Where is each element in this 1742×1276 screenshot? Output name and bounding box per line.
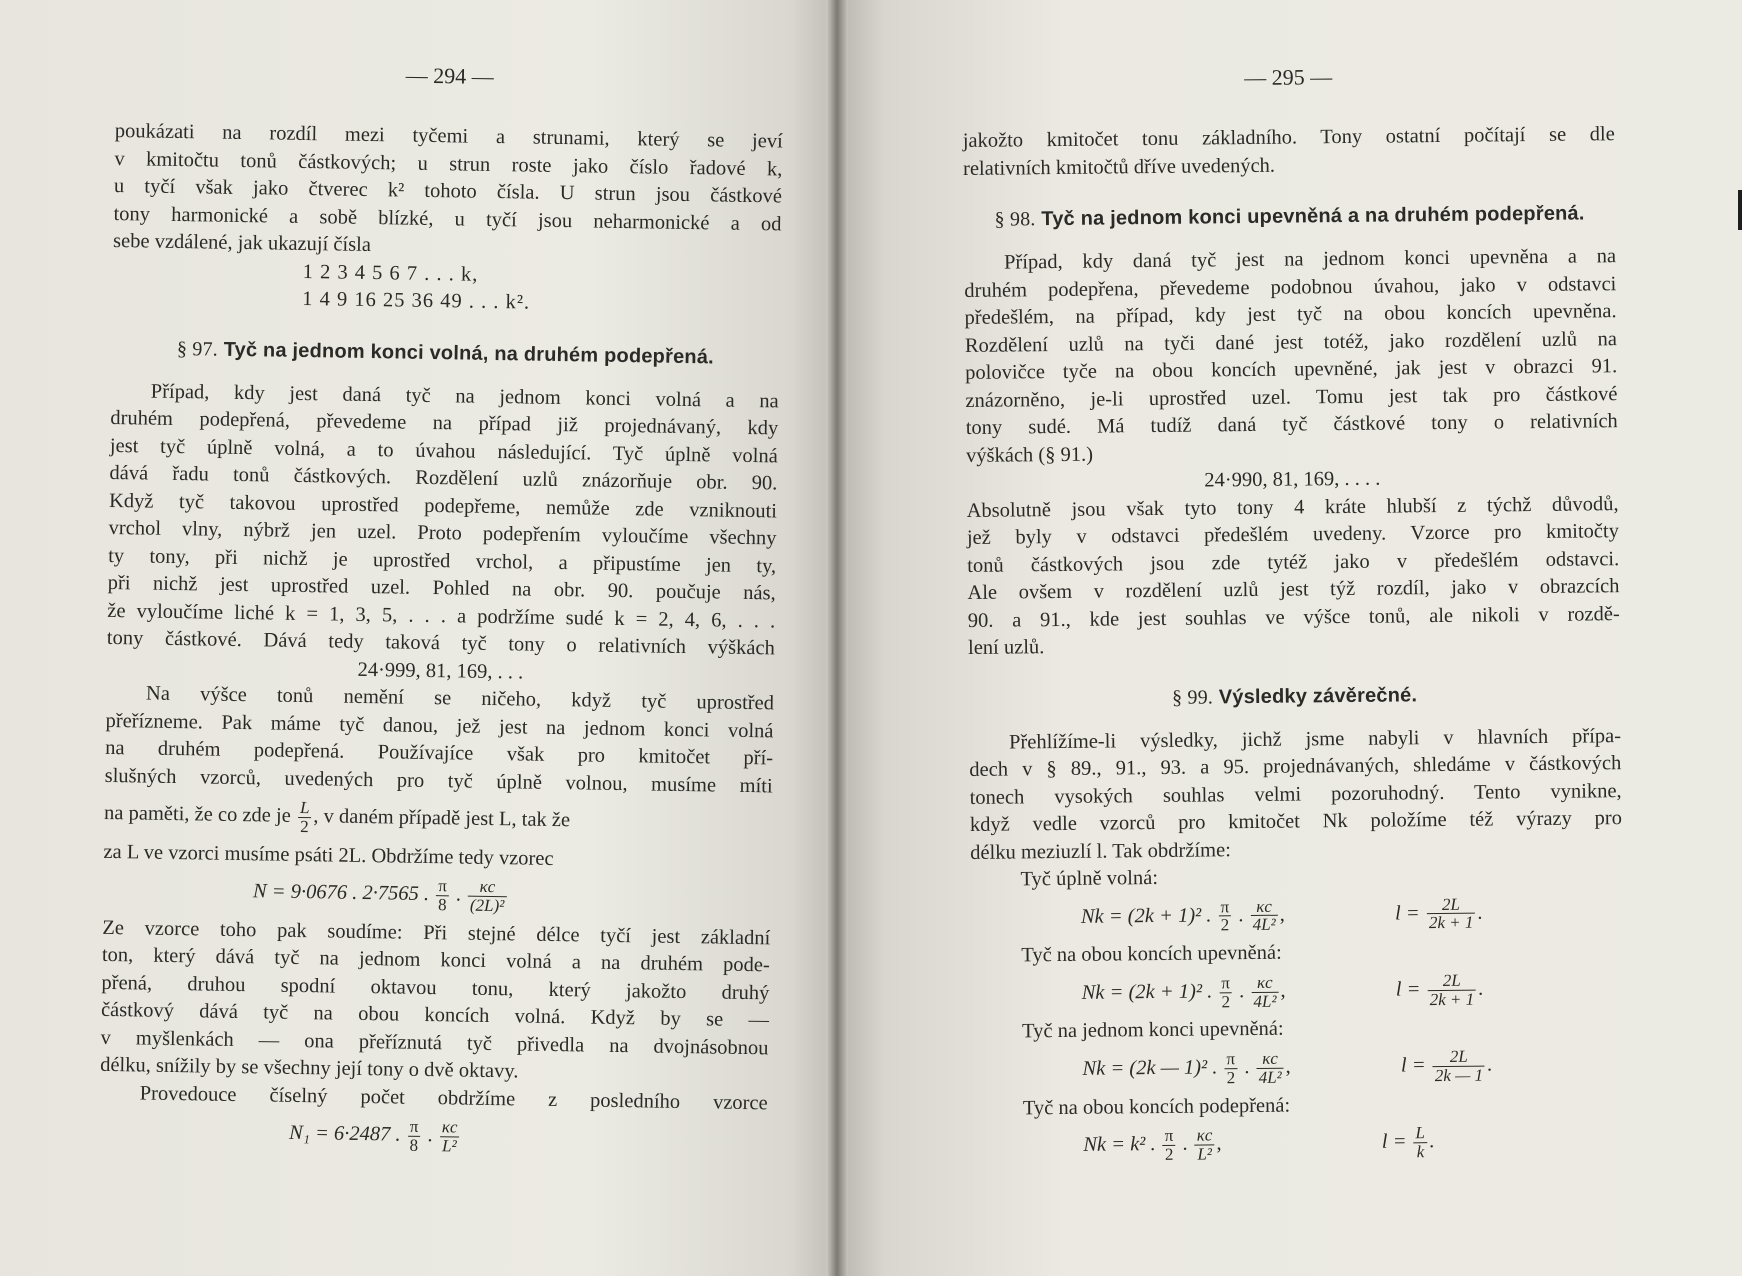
case-label: Tyč úplně volná: — [1020, 866, 1159, 891]
formula-case-3: Nk = (2k — 1)² . $\frac{\pi}{2}$ . $\frac{\kappa c}{\text{4L²}}$ , l = $\frac{2L}{2k — 1}$ . — [1082, 1046, 1493, 1088]
numerator: π — [436, 877, 449, 896]
right-text-column — [962, 61, 1626, 1172]
section-heading-99 — [968, 682, 1620, 712]
text-line: u tyčí však jako čtverec k² tohoto čísla. U strun jsou částkové — [113, 174, 783, 208]
text-line: Provedouce číselný počet obdržíme z posledního vzorce — [139, 1082, 768, 1115]
section-title: Tyč na jednom konci upevněná a na druhém podepřená. — [1041, 202, 1585, 231]
text-line: Případ, kdy jest daná tyč na jednom konci volná a na — [150, 380, 779, 412]
numerator: π — [408, 1118, 421, 1137]
text-line: 90. a 91., kde jest souhlas ve výšce tonů, ale nikoli v rozdě- — [967, 602, 1620, 632]
fraction — [1219, 974, 1232, 1011]
numerator: 2L — [1427, 971, 1476, 990]
text-line: výškách (§ 91.) — [965, 443, 1094, 467]
numerator: 2L — [1427, 895, 1476, 914]
formula-l: l = — [1381, 1130, 1407, 1153]
right-page — [840, 0, 1742, 1276]
text-line: Ale ovšem v rozdělení uzlů jest týž rozdíl, jako v obrazcích — [967, 575, 1620, 604]
fraction — [1427, 971, 1476, 1008]
text-line: jež byly v odstavci předešlém uvedeny. Vzorce pro kmitočty — [966, 520, 1620, 549]
text-line: tony sudé. Má tudíž daná tyč částkové tony o relativních — [965, 410, 1618, 439]
denominator: 4L² — [1258, 1067, 1282, 1087]
page-edge-mark — [1738, 190, 1742, 230]
text-line: jest tyč úplně volná, a to úvahou následující. Tyč úplně volná — [109, 434, 779, 467]
text-line: dech v § 89., 91., 93. a 95. projednávaných, shledáme v částkových — [969, 752, 1622, 781]
text-fragment: na paměti, že co zde je — [103, 801, 291, 827]
number-row: 1 4 9 16 25 36 49 . . . k². — [302, 287, 531, 314]
fraction — [468, 878, 507, 915]
fraction — [1251, 973, 1278, 1010]
fraction — [1163, 1127, 1176, 1164]
numerator: κc — [468, 878, 507, 897]
denominator: (2L)² — [469, 895, 505, 916]
formula-case-2: Nk = (2k + 1)² . $\frac{\pi}{2}$ . $\frac{\kappa c}{\text{4L²}}$ , l = $\frac{2L}{2k + 1}$ . — [1081, 970, 1484, 1011]
formula-n1: N₁ = 6·2487 . $\frac{\pi}{8}$ . $\frac{\kappa c}{\text{L²}}$ — [288, 1117, 458, 1156]
numerator: κc — [440, 1119, 460, 1138]
values-line: 24·990, 81, 169, . . . . — [1204, 467, 1381, 492]
left-text-column — [99, 58, 784, 1166]
section-title: Výsledky závěrečné. — [1218, 683, 1418, 708]
text-line: když vedle vzorců pro kmitočet Nk položíme též výrazy pro — [969, 807, 1623, 836]
fraction — [1256, 1050, 1283, 1087]
text-line: částkový dává tyč na obou koncích volná. Když by se — — [100, 999, 770, 1032]
numerator: π — [1163, 1127, 1176, 1146]
text-line: Případ, kdy daná tyč jest na jednom konci upevněna a na — [1003, 245, 1617, 274]
text-line: předešlém, na případ, kdy jest tyč na obou koncích upevněna. — [964, 300, 1617, 329]
fraction — [1224, 1050, 1237, 1087]
text-line: druhém podepřená, převedeme na případ již projednávaný, kdy — [110, 406, 779, 440]
fraction — [1413, 1124, 1427, 1161]
text-line: polovičce tyče na obou koncích upevněné, jak jest v obrazci 91. — [965, 355, 1618, 384]
text-line: vrchol vlny, nýbrž jen uzel. Proto podepřením vyloučíme všechny — [108, 516, 777, 550]
text-line: tonů částkových jsou zde tytéž jako v předešlém odstavci. — [967, 547, 1620, 577]
left-page — [0, 0, 840, 1276]
section-number: § 97. — [176, 337, 219, 361]
numerator: L — [298, 799, 312, 818]
values-line: 24·999, 81, 169, . . . — [357, 658, 524, 683]
numerator: L — [1413, 1124, 1427, 1143]
formula-l: l = — [1400, 1054, 1426, 1077]
section-heading-97 — [111, 336, 779, 369]
text-line: tony částkové. Dává tedy taková tyč tony o relativních výškách — [106, 626, 775, 660]
formula-lhs: Nk = k² . — [1083, 1133, 1156, 1156]
text-line: dává řadu tonů částkových. Rozdělení uzlů znázorňuje obr. 90. — [109, 461, 778, 495]
numerator: π — [1218, 898, 1231, 917]
book-gutter — [826, 0, 848, 1276]
denominator: 2 — [1226, 1067, 1236, 1088]
formula-case-4: Nk = k² . $\frac{\pi}{2}$ . $\frac{\kappa c}{\text{L²}}$ , l = $\frac{L}{k}$ . — [1083, 1123, 1435, 1164]
text-line: Když tyč takovou uprostřed podepřeme, nemůže zde vzniknouti — [108, 489, 778, 522]
text-line: Přehlížíme-li výsledky, jichž jsme nabyli v hlavních přípa- — [1008, 724, 1622, 754]
page-number-right: — 295 — — [1243, 64, 1333, 91]
text-line: druhém podepřena, převedeme podobnou úvahou, jako v odstavci — [964, 272, 1617, 302]
text-line: přeřízneme. Pak máme tyč danou, jež jest na jednom konci volná — [105, 709, 774, 742]
denominator: L² — [441, 1136, 457, 1156]
fraction — [298, 799, 312, 836]
text-fragment: , v daném případě jest L, tak že — [313, 805, 571, 832]
denominator: 8 — [437, 895, 447, 915]
text-line: ton, který dává tyč na jednom konci volná a na druhém pode- — [101, 944, 770, 977]
text-line: znázorněno, je-li uprostřed uzel. Tomu jest tak pro částkové — [965, 382, 1618, 412]
section-number: § 99. — [1171, 685, 1214, 709]
text-line: při nichž jest uprostřed uzel. Pohled na obr. 90. poučuje nás, — [107, 571, 776, 605]
formula-l: l = — [1395, 977, 1421, 1001]
numerator: κc — [1256, 1050, 1283, 1069]
section-heading-98 — [963, 202, 1615, 232]
text-line: Rozdělení uzlů na tyči dané jest totéž, jako rozdělení uzlů na — [964, 327, 1617, 357]
text-line: relativních kmitočtů dříve uvedených. — [962, 154, 1276, 180]
case-label: Tyč na jednom konci upevněná: — [1021, 1018, 1284, 1043]
fraction — [1250, 897, 1277, 934]
formula-case-1: Nk = (2k + 1)² . $\frac{\pi}{2}$ . $\frac{\kappa c}{\text{4L²}}$ , l = $\frac{2L}{2k + 1}$ . — [1080, 894, 1483, 935]
numerator: κc — [1250, 897, 1277, 916]
text-line: že vyloučíme liché k = 1, 3, 5, . . . a podržíme sudé k = 2, 4, 6, . . . — [107, 599, 776, 632]
formula-lhs: N = 9·0676 . 2·7565 . — [252, 880, 430, 906]
numerator: κc — [1251, 973, 1278, 992]
fraction — [1427, 895, 1476, 932]
text-line: ty tony, při nichž je uprostřed vrchol, a připustíme jen ty, — [108, 544, 777, 577]
case-label: Tyč na obou koncích upevněná: — [1021, 941, 1282, 967]
text-line: Na výšce tonů nemění se ničeho, když tyč uprostřed — [145, 682, 775, 715]
inline-fraction-line — [104, 796, 772, 843]
text-line: sebe vzdálené, jak ukazují čísla — [112, 229, 372, 257]
denominator: 2 — [300, 816, 309, 836]
text-line: Absolutně jsou však tyto tony 4 kráte hlubší z týchž důvodů, — [966, 492, 1619, 522]
text-line: Ze vzorce toho pak soudíme: Při stejné délce tyčí jest základní — [102, 916, 771, 950]
fraction — [436, 877, 449, 914]
number-row: 1 2 3 4 5 6 7 . . . k, — [302, 260, 479, 286]
numerator: π — [1219, 974, 1232, 993]
text-line: poukázati na rozdíl mezi tyčemi a strunami, který se jeví — [114, 119, 783, 153]
fraction — [439, 1119, 459, 1156]
denominator: 2 — [1220, 915, 1230, 935]
formula-lhs: Nk = (2k + 1)² . — [1080, 903, 1212, 928]
numerator: κc — [1195, 1126, 1215, 1145]
denominator: L² — [1197, 1144, 1213, 1164]
denominator: 4L² — [1253, 991, 1277, 1011]
denominator: 8 — [409, 1135, 419, 1156]
numerator: π — [1224, 1050, 1237, 1069]
denominator: 2 — [1221, 991, 1231, 1011]
denominator: 2k + 1 — [1428, 913, 1474, 933]
fraction — [1195, 1126, 1215, 1163]
text-line: jakožto kmitočet tonu základního. Tony ostatní počítají se dle — [962, 123, 1615, 152]
text-line: lení uzlů. — [967, 636, 1045, 659]
fraction — [407, 1118, 420, 1155]
text-line: tony harmonické a sobě blízké, u tyčí jsou neharmonické a od — [113, 202, 782, 235]
denominator: 2k — 1 — [1434, 1065, 1484, 1085]
text-line: za L ve vzorci musíme psáti 2L. Obdržíme tedy vzorec — [103, 840, 554, 870]
formula-lhs: N₁ = 6·2487 . — [288, 1122, 401, 1147]
page-number-left: — 294 — — [405, 62, 494, 89]
text-line: v kmitočtu tonů částkových; u strun roste jako číslo řadové k, — [114, 147, 783, 180]
formula-lhs: Nk = (2k — 1)² . — [1082, 1056, 1218, 1080]
text-line: tonech vysokých souhlas velmi pozoruhodný. Tento vynikne, — [969, 779, 1622, 809]
numerator: 2L — [1433, 1047, 1485, 1066]
section-number: § 98. — [994, 208, 1036, 231]
text-line: délku, snížily by se všechny její tony o dvě oktavy. — [100, 1054, 519, 1083]
text-line: v myšlenkách — ona přeříznutá tyč přivedla na dvojnásobnou — [100, 1026, 769, 1060]
denominator: 4L² — [1252, 915, 1276, 935]
text-line: přená, druhou spodní oktavou tonu, který jakožto druhý — [101, 971, 770, 1005]
denominator: k — [1416, 1142, 1425, 1162]
formula-n: N = 9·0676 . 2·7565 . $\frac{\pi}{8}$ . $\frac{\kappa c}{\text{(2L)²}}$ — [103, 872, 771, 919]
text-line: délku meziuzlí l. Tak obdržíme: — [970, 838, 1231, 864]
text-line: na druhém podepřená. Používajíce však pro kmitočet pří- — [104, 736, 774, 770]
case-label: Tyč na obou koncích podepřená: — [1022, 1094, 1291, 1119]
formula-l: l = — [1394, 901, 1420, 925]
denominator: 2 — [1164, 1144, 1174, 1164]
formula-lhs: Nk = (2k + 1)² . — [1081, 980, 1213, 1004]
fraction — [1433, 1047, 1486, 1084]
denominator: 2k + 1 — [1429, 989, 1475, 1009]
text-line: slušných vzorců, uvedených pro tyč úplně volnou, musíme míti — [104, 764, 773, 797]
section-title: Tyč na jednom konci volná, na druhém podepřená. — [223, 338, 715, 368]
fraction — [1218, 898, 1231, 935]
